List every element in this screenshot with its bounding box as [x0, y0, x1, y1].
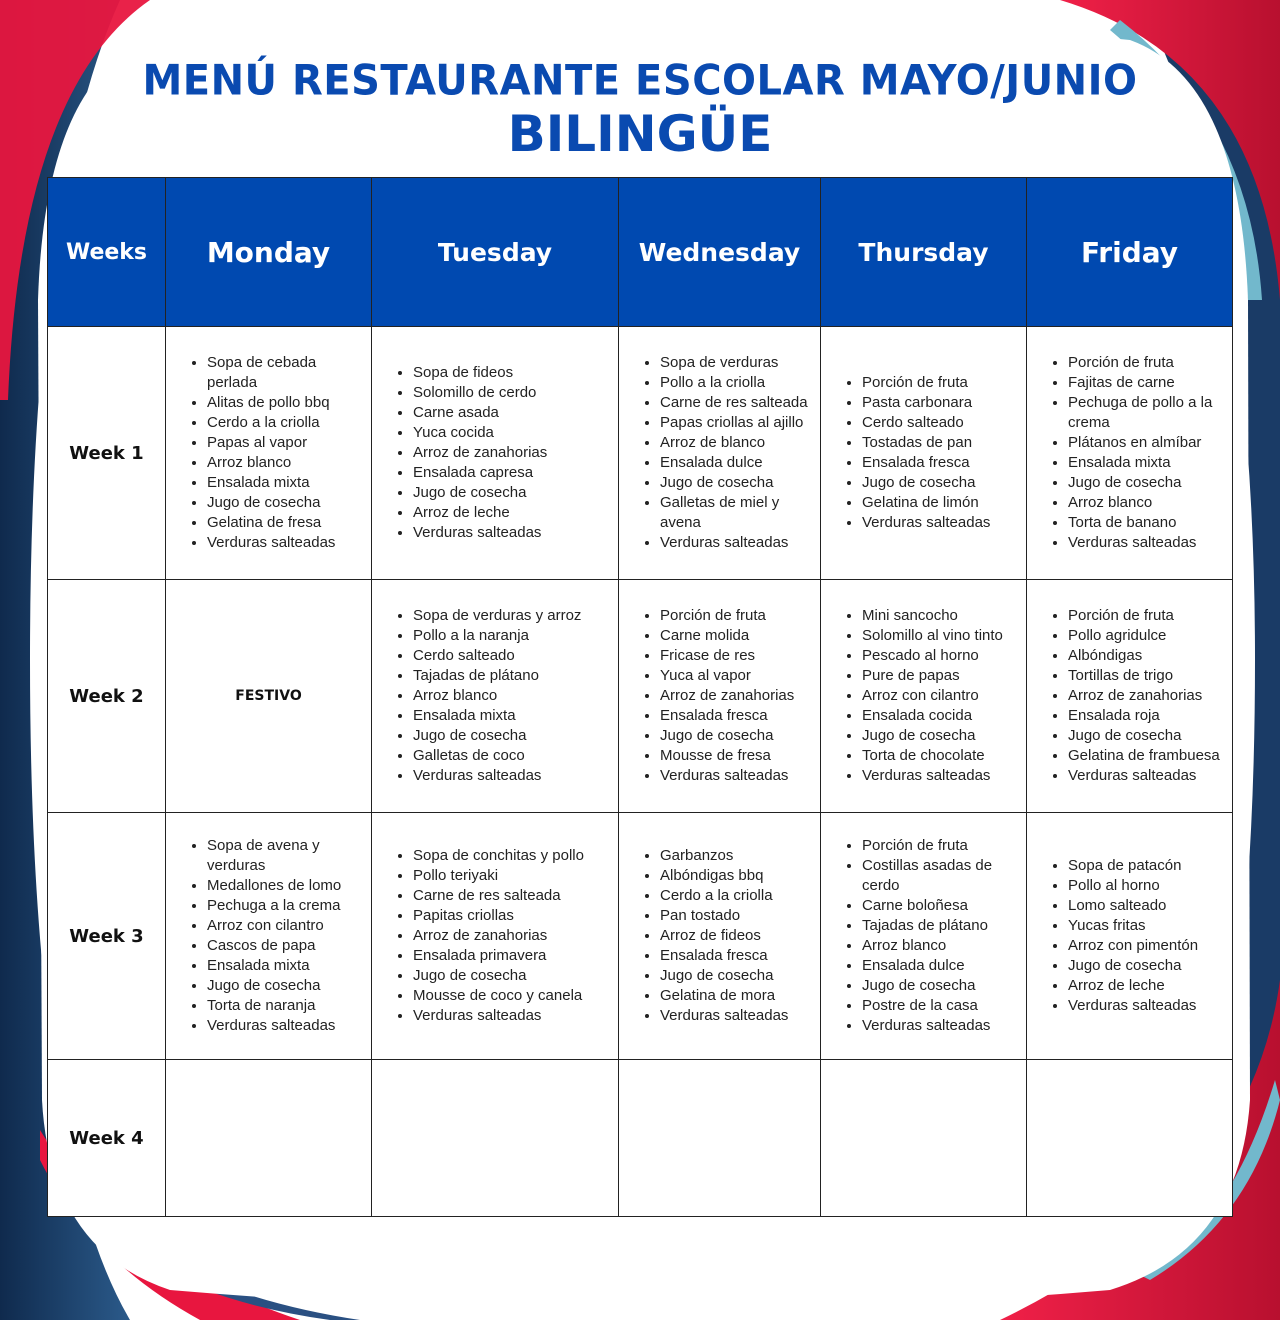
menu-item: • Cerdo salteado [862, 413, 1018, 433]
menu-item: • Jugo de cosecha [207, 976, 363, 996]
menu-list [1027, 606, 1232, 786]
menu-item: • Yuca cocida [413, 423, 610, 443]
menu-cell-wednesday [619, 580, 821, 813]
menu-cell-wednesday [619, 1060, 821, 1217]
menu-item: • Verduras salteadas [862, 513, 1018, 533]
menu-item: • Cerdo a la criolla [660, 886, 812, 906]
menu-item: • Fajitas de carne [1068, 373, 1224, 393]
menu-list [619, 606, 820, 786]
menu-item: • Postre de la casa [862, 996, 1018, 1016]
menu-item: • Jugo de cosecha [660, 473, 812, 493]
menu-item: • Medallones de lomo [207, 876, 363, 896]
menu-list [619, 353, 820, 553]
header-tuesday: Tuesday [372, 178, 619, 327]
menu-item: • Albóndigas bbq [660, 866, 812, 886]
menu-list [821, 836, 1026, 1036]
menu-item: • Verduras salteadas [413, 523, 610, 543]
header-wednesday: Wednesday [619, 178, 821, 327]
menu-item: • Pollo a la criolla [660, 373, 812, 393]
menu-cell-monday [166, 327, 372, 580]
week-label: Week 1 [48, 327, 166, 580]
menu-item: • Ensalada roja [1068, 706, 1224, 726]
header-weeks: Weeks [48, 178, 166, 327]
menu-item: • Ensalada dulce [660, 453, 812, 473]
week-row [48, 327, 1233, 580]
menu-item: • Jugo de cosecha [1068, 956, 1224, 976]
menu-list [821, 606, 1026, 786]
menu-item: • Cerdo a la criolla [207, 413, 363, 433]
menu-item: • Verduras salteadas [1068, 533, 1224, 553]
menu-item: • Papas criollas al ajillo [660, 413, 812, 433]
menu-item: • Jugo de cosecha [413, 966, 610, 986]
header-thursday: Thursday [821, 178, 1027, 327]
menu-item: • Carne de res salteada [660, 393, 812, 413]
menu-item: • Carne asada [413, 403, 610, 423]
menu-item: • Porción de fruta [862, 373, 1018, 393]
menu-item: • Jugo de cosecha [660, 966, 812, 986]
menu-item: • Arroz blanco [413, 686, 610, 706]
menu-item: • Jugo de cosecha [1068, 726, 1224, 746]
menu-item: • Ensalada mixta [413, 706, 610, 726]
menu-item: • Sopa de avena y verduras [207, 836, 363, 876]
menu-body [48, 327, 1233, 1217]
menu-item: • Torta de banano [1068, 513, 1224, 533]
header-row [48, 178, 1233, 327]
menu-cell-friday [1027, 1060, 1233, 1217]
menu-item: • Papas al vapor [207, 433, 363, 453]
header-friday: Friday [1027, 178, 1233, 327]
menu-item: • Pan tostado [660, 906, 812, 926]
menu-item: • Arroz con cilantro [207, 916, 363, 936]
menu-list [1027, 353, 1232, 553]
menu-cell-monday [166, 813, 372, 1060]
menu-item: • Ensalada mixta [1068, 453, 1224, 473]
menu-item: • Gelatina de frambuesa [1068, 746, 1224, 766]
menu-item: • Jugo de cosecha [862, 473, 1018, 493]
menu-item: • Yuca al vapor [660, 666, 812, 686]
menu-list [372, 846, 618, 1026]
menu-item: • Pechuga a la crema [207, 896, 363, 916]
menu-item: • Verduras salteadas [660, 1006, 812, 1026]
menu-item: • Arroz blanco [207, 453, 363, 473]
menu-item: • Verduras salteadas [862, 766, 1018, 786]
menu-cell-thursday [821, 327, 1027, 580]
menu-cell-friday [1027, 327, 1233, 580]
menu-item: • Arroz de zanahorias [413, 443, 610, 463]
menu-item: • Porción de fruta [862, 836, 1018, 856]
menu-item: • Porción de fruta [1068, 606, 1224, 626]
menu-item: • Tortillas de trigo [1068, 666, 1224, 686]
menu-item: • Pasta carbonara [862, 393, 1018, 413]
menu-list [166, 836, 371, 1036]
menu-item: • Papitas criollas [413, 906, 610, 926]
menu-cell-wednesday [619, 327, 821, 580]
menu-item: • Porción de fruta [1068, 353, 1224, 373]
menu-item: • Sopa de verduras y arroz [413, 606, 610, 626]
menu-item: • Gelatina de mora [660, 986, 812, 1006]
menu-item: • Solomillo de cerdo [413, 383, 610, 403]
menu-item: • Porción de fruta [660, 606, 812, 626]
menu-cell-monday: FESTIVO [166, 580, 372, 813]
menu-item: • Lomo salteado [1068, 896, 1224, 916]
menu-item: • Plátanos en almíbar [1068, 433, 1224, 453]
title-block [0, 56, 1280, 162]
menu-item: • Cascos de papa [207, 936, 363, 956]
menu-item: • Alitas de pollo bbq [207, 393, 363, 413]
menu-item: • Tajadas de plátano [862, 916, 1018, 936]
menu-item: • Gelatina de fresa [207, 513, 363, 533]
menu-item: • Pechuga de pollo a la crema [1068, 393, 1224, 433]
menu-cell-thursday [821, 1060, 1027, 1217]
menu-item: • Ensalada fresca [862, 453, 1018, 473]
menu-list [821, 373, 1026, 533]
menu-item: • Pollo teriyaki [413, 866, 610, 886]
menu-cell-tuesday [372, 327, 619, 580]
menu-cell-wednesday [619, 813, 821, 1060]
menu-item: • Tostadas de pan [862, 433, 1018, 453]
menu-item: • Sopa de patacón [1068, 856, 1224, 876]
menu-item: • Cerdo salteado [413, 646, 610, 666]
menu-item: • Pure de papas [862, 666, 1018, 686]
menu-item: • Fricase de res [660, 646, 812, 666]
menu-item: • Verduras salteadas [413, 766, 610, 786]
menu-list [372, 363, 618, 543]
menu-item: • Pescado al horno [862, 646, 1018, 666]
menu-item: • Arroz blanco [862, 936, 1018, 956]
menu-list [619, 846, 820, 1026]
menu-item: • Yucas fritas [1068, 916, 1224, 936]
menu-item: • Galletas de miel y avena [660, 493, 812, 533]
menu-item: • Torta de chocolate [862, 746, 1018, 766]
menu-cell-tuesday [372, 580, 619, 813]
menu-item: • Albóndigas [1068, 646, 1224, 666]
menu-cell-thursday [821, 580, 1027, 813]
menu-item: • Mini sancocho [862, 606, 1018, 626]
menu-item: • Pollo al horno [1068, 876, 1224, 896]
menu-item: • Jugo de cosecha [207, 493, 363, 513]
menu-item: • Verduras salteadas [862, 1016, 1018, 1036]
menu-item: • Ensalada dulce [862, 956, 1018, 976]
menu-item: • Jugo de cosecha [862, 726, 1018, 746]
menu-item: • Ensalada mixta [207, 473, 363, 493]
menu-item: • Sopa de cebada perlada [207, 353, 363, 393]
week-row [48, 1060, 1233, 1217]
menu-item: • Arroz con cilantro [862, 686, 1018, 706]
menu-item: • Arroz de zanahorias [660, 686, 812, 706]
menu-item: • Arroz de leche [413, 503, 610, 523]
menu-cell-monday [166, 1060, 372, 1217]
menu-cell-friday [1027, 580, 1233, 813]
menu-item: • Sopa de fideos [413, 363, 610, 383]
menu-item: • Solomillo al vino tinto [862, 626, 1018, 646]
menu-item: • Verduras salteadas [1068, 766, 1224, 786]
menu-item: • Sopa de verduras [660, 353, 812, 373]
menu-item: • Arroz de zanahorias [1068, 686, 1224, 706]
menu-item: • Ensalada cocida [862, 706, 1018, 726]
menu-item: • Pollo a la naranja [413, 626, 610, 646]
menu-item: • Jugo de cosecha [413, 483, 610, 503]
week-label: Week 4 [48, 1060, 166, 1217]
menu-item: • Tajadas de plátano [413, 666, 610, 686]
menu-item: • Costillas asadas de cerdo [862, 856, 1018, 896]
menu-item: • Ensalada capresa [413, 463, 610, 483]
menu-item: • Arroz de fideos [660, 926, 812, 946]
menu-item: • Garbanzos [660, 846, 812, 866]
menu-cell-friday [1027, 813, 1233, 1060]
menu-item: • Galletas de coco [413, 746, 610, 766]
menu-item: • Mousse de coco y canela [413, 986, 610, 1006]
week-label: Week 2 [48, 580, 166, 813]
menu-list [166, 353, 371, 553]
menu-item: • Carne boloñesa [862, 896, 1018, 916]
page-subtitle: BILINGÜE [507, 105, 773, 163]
menu-item: • Arroz blanco [1068, 493, 1224, 513]
header-monday: Monday [166, 178, 372, 327]
menu-item: • Sopa de conchitas y pollo [413, 846, 610, 866]
page-title: MENÚ RESTAURANTE ESCOLAR MAYO/JUNIO [142, 56, 1138, 106]
menu-item: • Torta de naranja [207, 996, 363, 1016]
week-row [48, 580, 1233, 813]
menu-cell-thursday [821, 813, 1027, 1060]
menu-item: • Ensalada fresca [660, 946, 812, 966]
menu-item: • Mousse de fresa [660, 746, 812, 766]
menu-item: • Arroz de blanco [660, 433, 812, 453]
menu-item: • Verduras salteadas [207, 1016, 363, 1036]
menu-item: • Ensalada primavera [413, 946, 610, 966]
menu-list [372, 606, 618, 786]
week-row [48, 813, 1233, 1060]
menu-item: • Verduras salteadas [413, 1006, 610, 1026]
menu-item: • Verduras salteadas [660, 533, 812, 553]
menu-item: • Carne de res salteada [413, 886, 610, 906]
menu-cell-tuesday [372, 813, 619, 1060]
menu-item: • Pollo agridulce [1068, 626, 1224, 646]
menu-item: • Verduras salteadas [207, 533, 363, 553]
menu-item: • Jugo de cosecha [413, 726, 610, 746]
menu-item: • Jugo de cosecha [660, 726, 812, 746]
menu-item: • Jugo de cosecha [862, 976, 1018, 996]
menu-item: • Ensalada mixta [207, 956, 363, 976]
menu-item: • Ensalada fresca [660, 706, 812, 726]
menu-item: • Arroz de leche [1068, 976, 1224, 996]
menu-item: • Arroz con pimentón [1068, 936, 1224, 956]
menu-item: • Arroz de zanahorias [413, 926, 610, 946]
week-label: Week 3 [48, 813, 166, 1060]
menu-item: • Carne molida [660, 626, 812, 646]
menu-cell-tuesday [372, 1060, 619, 1217]
menu-item: • Gelatina de limón [862, 493, 1018, 513]
menu-item: • Verduras salteadas [1068, 996, 1224, 1016]
menu-list [1027, 856, 1232, 1016]
menu-table [47, 177, 1233, 1217]
menu-item: • Jugo de cosecha [1068, 473, 1224, 493]
menu-item: • Verduras salteadas [660, 766, 812, 786]
